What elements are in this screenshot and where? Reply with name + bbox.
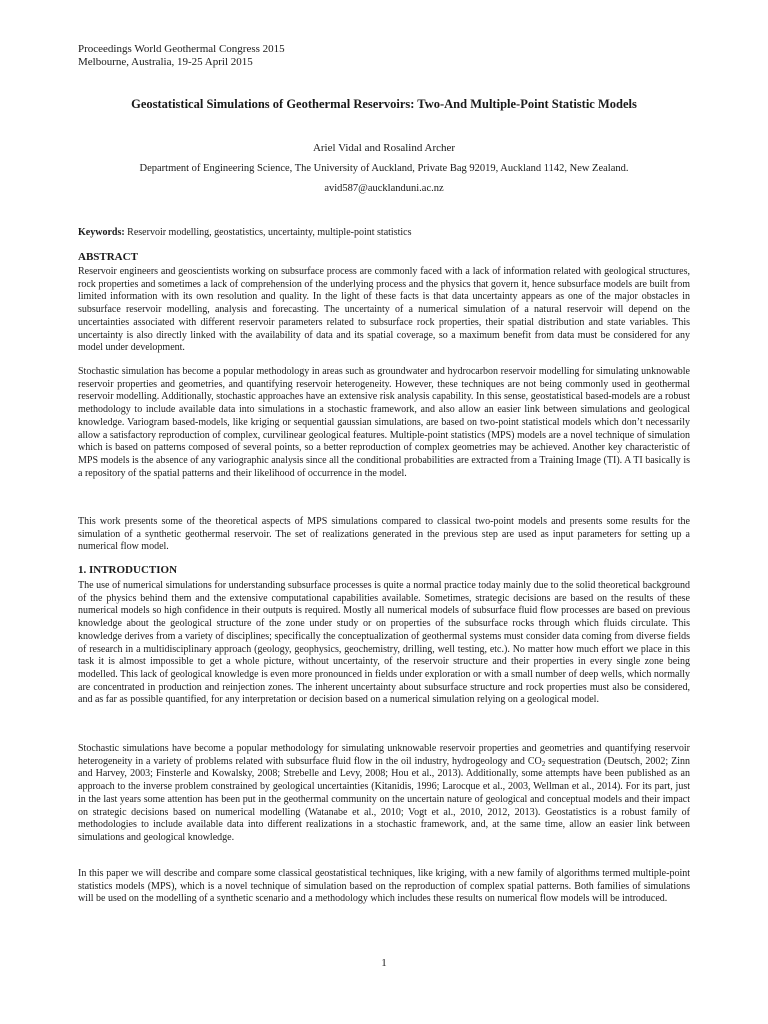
- introduction-paragraph-3: In this paper we will describe and compare some classical geostatistical techniques, like kriging, with a new family of algorithms termed multiple-point statistics models (MPS), which is a novel technique of simulation based on the reproduction of complex spatial patterns. Both families of simulations will be used on the modelling of a synthetic scenario and a methodology which includes these results on numerical flow models will be introduced.: [78, 868, 690, 905]
- keywords: [78, 227, 690, 238]
- conference-header: [78, 43, 285, 69]
- abstract-heading: ABSTRACT: [78, 251, 138, 263]
- authors: Ariel Vidal and Rosalind Archer: [312, 142, 456, 154]
- conference-location-date: Melbourne, Australia, 19-25 April 2015: [78, 56, 253, 68]
- intro-p2-text-a: Stochastic simulations have become a popular methodology for simulating unknowable reservoir properties and geometries and quantifying reservoir heterogeneity in a variety of problems related with subsurface fluid flow in the oil industry, hydrogeology and CO: [78, 743, 690, 767]
- author-email: avid587@aucklanduni.ac.nz: [324, 183, 444, 194]
- conference-name: Proceedings World Geothermal Congress 2015: [78, 43, 285, 55]
- intro-p2-text-b: sequestration (Deutsch, 2002; Zinn and Harvey, 2003; Finsterle and Kowalsky, 2008; Strebelle and Levy, 2008; Hou et al., 2013). Additionally, some attempts have been published as an approach to the inverse problem constrained by geological uncertainties (Kitanidis, 1996; Larocque et al., 2003, Wellman et al., 2014). For its part, just in the last years some attention has been put in the geothermal community on the uncertain nature of geological and conceptual models and their impact on strategic decisions based on numerical modelling (Watanabe et al., 2010; Vogt et al., 2010, 2012, 2013). Geostatistics is a robust family of methodologies to include available data into different realizations in a stochastic framework, and, at the same time, allow an easier link between simulations and geological knowledge.: [78, 755, 690, 843]
- introduction-paragraph-1: The use of numerical simulations for understanding subsurface processes is quite a normal practice today mainly due to the solid theoretical background of the physics behind them and the extensive computational capabilities available. Sometimes, strategic decisions are based on the results of these numerical models so high confidence in their outputs is required. Mostly all numerical models of subsurface fluid flow processes are based on previous knowledge about the geological structure of the zone under study or on properties of the subsurface rocks through which fluids circulate. This knowledge derives from a variety of disciplines; specifically the conceptualization of geothermal systems must consider data coming from diverse fields of research in a multidisciplinary approach (geology, geophysics, geochemistry, drilling, well testing, etc.). No matter how much effort we place in this task it is almost impossible to get a whole picture, without uncertainty, of the reservoir structure and their properties in every single zone being modelled. This lack of geological knowledge is even more pronounced in fields under exploration or with a small number of deep wells, which normally are concentrated in production and reinjection zones. The inherent uncertainty about subsurface structure and rock properties must also be considered, and as far as possible quantified, for any interpretation or decision based on a numerical simulation relying on a geological model.: [78, 580, 690, 706]
- abstract-paragraph-1: Reservoir engineers and geoscientists working on subsurface process are commonly faced with a lack of information related with geological structures, rock properties and sometimes a lack of comprehension of the underlying process and the physics that govern it, hence subsurface models are built from limited information with its own resolution and quality. In the light of these facts is that data uncertainty appears as one of the major obstacles in subsurface reservoir modelling, analysis and forecasting. The uncertainty of a numerical simulation of a natural reservoir will depend on the uncertainties associated with different reservoir parameters related to subsurface rock properties, their spatial distribution and state variables. This uncertainty is also directly linked with the availability of data and its spatial coverage, so a maximum benefit from data must be considered for any model under development.: [78, 266, 690, 354]
- abstract-paragraph-2: Stochastic simulation has become a popular methodology in areas such as groundwater and hydrocarbon reservoir modelling for simulating unknowable reservoir properties and geometries, and quantifying reservoir heterogeneity. However, these techniques are not being commonly used in geothermal reservoir modelling. Additionally, stochastic approaches have an extensive risk analysis capability. In this sense, geostatistical based-models are a robust methodology to include available data into simulations in a stochastic framework, and also allow an easier link between simulations and geological knowledge. Variogram based-models, like kriging or sequential gaussian simulations, are based on two-point statistical models which don’t necessarily allow a satisfactory reproduction of complex, curvilinear geological features. Multiple-point statistics (MPS) models are a novel technique of simulation which is based on patterns composed of several points, so a better reproduction of complex geometries may be achieved. Another key characteristic of MPS models is the absence of any variographic analysis since all the conditional probabilities are extracted from a Training Image (TI). A TI basically is a repository of the spatial patterns and their likelihood of occurrence in the model.: [78, 366, 690, 479]
- affiliation: Department of Engineering Science, The University of Auckland, Private Bag 92019, Auckland 1142, New Zealand.: [139, 163, 629, 174]
- paper-title: Geostatistical Simulations of Geothermal Reservoirs: Two-And Multiple-Point Statistic Models: [131, 97, 637, 111]
- introduction-heading: 1. INTRODUCTION: [78, 564, 178, 576]
- page-number: 1: [381, 957, 387, 969]
- co2-subscript: 2: [541, 759, 546, 768]
- keywords-text: Reservoir modelling, geostatistics, uncertainty, multiple-point statistics: [124, 227, 412, 238]
- abstract-paragraph-3: This work presents some of the theoretical aspects of MPS simulations compared to classical two-point models and presents some results for the simulation of a synthetic geothermal reservoir. The set of realizations generated in the previous step are used as input parameters for setting up a numerical flow model.: [78, 516, 690, 553]
- keywords-label: Keywords:: [78, 227, 125, 238]
- introduction-paragraph-2: [78, 743, 690, 845]
